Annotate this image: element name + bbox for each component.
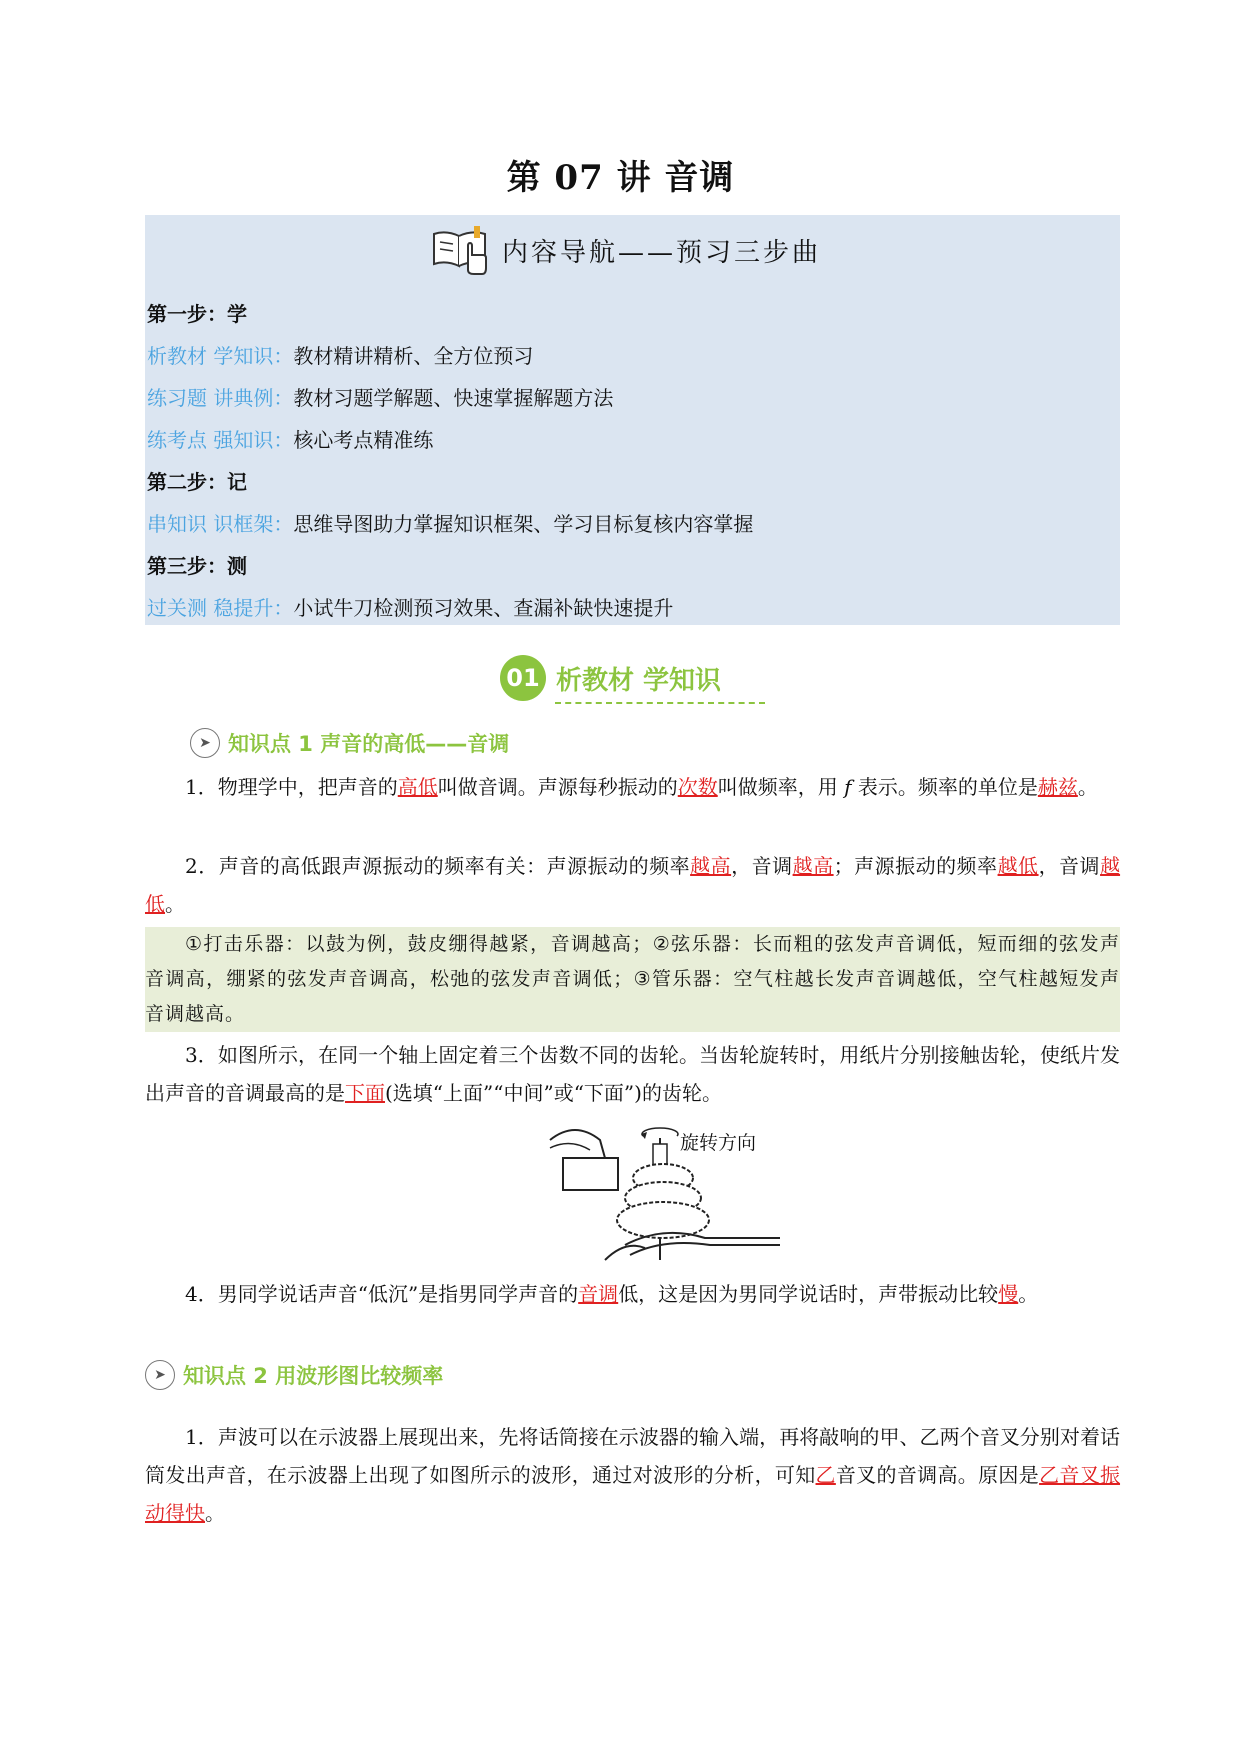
section-badge: 01 — [500, 655, 546, 701]
answer-blank: 下面 — [345, 1081, 385, 1105]
note-text: ①打击乐器：以鼓为例，鼓皮绷得越紧，音调越高；②弦乐器：长而粗的弦发声音调低，短而细的弦发声音调高，绷紧的弦发声音调高，松弛的弦发声音调低；③管乐器：空气柱越长发声音调越低，空气柱越短发声音调越高。 — [145, 933, 1120, 1025]
answer-blank: 高低 — [397, 775, 438, 799]
answer-blank: 乙 — [815, 1463, 836, 1487]
nav-item-3-key: 练考点 强知识： — [147, 428, 294, 452]
kp2-paragraph-1 — [145, 1418, 1120, 1532]
nav-item-5-key: 过关测 稳提升： — [147, 596, 294, 620]
kp1-p3-text-a: 3．如图所示，在同一个轴上固定着三个齿数不同的齿轮。当齿轮旋转时，用纸片分别接触齿轮，使纸片发出声音的音调最高的是 — [145, 1043, 1120, 1105]
nav-heading-text: 内容导航——预习三步曲 — [502, 237, 822, 268]
section-label: 析教材 学知识 — [556, 665, 722, 696]
nav-item-2-key: 练习题 讲典例： — [147, 386, 294, 410]
book-pointer-icon — [430, 220, 492, 280]
arrow-icon: ➤ — [190, 728, 220, 758]
kp1-paragraph-2 — [145, 847, 1120, 923]
kp1-p1-text-b: 叫做音调。声源每秒振动的 — [437, 775, 678, 799]
kp2-p1-text-c: 。 — [205, 1501, 225, 1525]
kp1-p1-text-e: 。 — [1077, 775, 1098, 799]
nav-item-4-value: 思维导图助力掌握知识框架、学习目标复核内容掌握 — [293, 512, 754, 536]
page-title: 第 07 讲 音调 — [506, 158, 735, 198]
kp2-p1-text-a: 1．声波可以在示波器上展现出来，先将话筒接在示波器的输入端，再将敲响的甲、乙两个音叉分别对着话筒发出声音，在示波器上出现了如图所示的波形，通过对波形的分析，可知 — [145, 1425, 1120, 1487]
kp1-p4-text-a: 4．男同学说话声音“低沉”是指男同学声音的 — [185, 1282, 579, 1306]
kp1-p2-text-d: ，音调 — [1038, 854, 1101, 878]
answer-blank: 次数 — [677, 775, 718, 799]
kp1-p1-text-d: 表示。频率的单位是 — [851, 775, 1038, 799]
section-header — [500, 655, 721, 701]
nav-heading — [430, 220, 821, 280]
answer-blank: 越高 — [792, 854, 834, 878]
answer-blank: 越高 — [690, 854, 732, 878]
kp1-p1-text-a: 1．物理学中，把声音的 — [185, 775, 398, 799]
kp1-paragraph-4 — [145, 1275, 1120, 1313]
kp1-paragraph-3 — [145, 1036, 1120, 1112]
knowledge-point-1-heading — [190, 728, 509, 758]
kp1-p2-text-e: 。 — [165, 892, 185, 916]
kp2-p1-text-b: 音叉的音调高。原因是 — [835, 1463, 1040, 1487]
kp1-p4-text-b: 低，这是因为男同学说话时，声带振动比较 — [618, 1282, 999, 1306]
nav-item-4-key: 串知识 识框架： — [147, 512, 294, 536]
section-divider — [555, 702, 765, 704]
kp1-paragraph-1 — [145, 768, 1120, 806]
nav-item-1 — [147, 342, 533, 370]
kp1-p4-text-c: 。 — [1018, 1282, 1039, 1306]
kp1-p2-text-c: ；声源振动的频率 — [833, 854, 998, 878]
kp1-p2-text-a: 2．声音的高低跟声源振动的频率有关：声源振动的频率 — [185, 854, 691, 878]
answer-blank: 赫兹 — [1037, 775, 1078, 799]
kp1-p1-text-c: 叫做频率，用 — [717, 775, 845, 799]
knowledge-point-2-title: 知识点 2 用波形图比较频率 — [183, 1364, 444, 1388]
arrow-icon: ➤ — [145, 1360, 175, 1390]
nav-step-3: 第三步：测 — [147, 554, 247, 578]
nav-item-3-value: 核心考点精准练 — [293, 428, 434, 452]
answer-blank: 慢 — [998, 1282, 1019, 1306]
answer-blank: 越低 — [997, 854, 1039, 878]
nav-item-1-key: 析教材 学知识： — [147, 344, 294, 368]
answer-blank: 乙音叉振动得快 — [145, 1463, 1121, 1525]
nav-step-2: 第二步：记 — [147, 470, 247, 494]
kp1-p2-text-b: ，音调 — [731, 854, 793, 878]
knowledge-point-2-heading — [145, 1360, 443, 1390]
answer-blank: 越低 — [145, 854, 1121, 916]
kp1-p3-text-b: (选填“上面”“中间”或“下面”)的齿轮。 — [385, 1081, 722, 1105]
nav-item-4 — [147, 510, 753, 538]
nav-item-5 — [147, 594, 673, 622]
knowledge-point-1-title: 知识点 1 声音的高低——音调 — [228, 732, 510, 756]
nav-step-1: 第一步：学 — [147, 302, 247, 326]
nav-item-3 — [147, 426, 433, 454]
nav-item-1-value: 教材精讲精析、全方位预习 — [293, 344, 534, 368]
answer-blank: 音调 — [578, 1282, 619, 1306]
nav-item-2-value: 教材习题学解题、快速掌握解题方法 — [293, 386, 614, 410]
frequency-symbol: f — [844, 775, 852, 799]
nav-item-2 — [147, 384, 613, 412]
rotation-direction-label: 旋转方向 — [680, 1132, 757, 1154]
nav-item-5-value: 小试牛刀检测预习效果、查漏补缺快速提升 — [293, 596, 674, 620]
